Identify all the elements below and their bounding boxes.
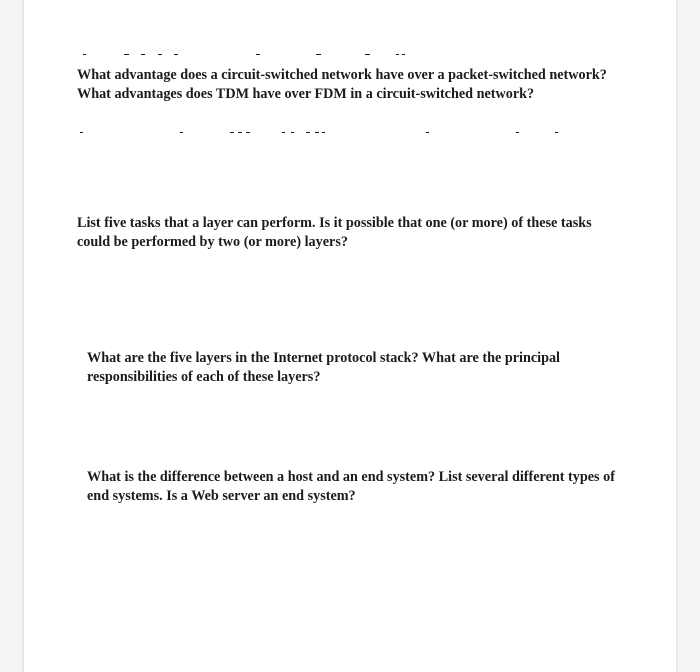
question-1: What advantage does a circuit-switched network have over a packet-switched network? What advantages does TDM have over FDM in a circuit-switched network? <box>77 67 607 102</box>
scan-artifact-dashes-bottom <box>24 132 676 135</box>
scan-artifact-dashes-top <box>24 54 676 57</box>
question-3: What are the five layers in the Internet protocol stack? What are the principal responsibilities of each of these layers? <box>87 350 561 385</box>
question-2: List five tasks that a layer can perform. Is it possible that one (or more) of these tasks could be performed by two (or more) layers? <box>77 215 592 250</box>
question-4: What is the difference between a host and an end system? List several different types of end systems. Is a Web server an end system? <box>87 469 615 504</box>
document-page <box>24 0 676 672</box>
